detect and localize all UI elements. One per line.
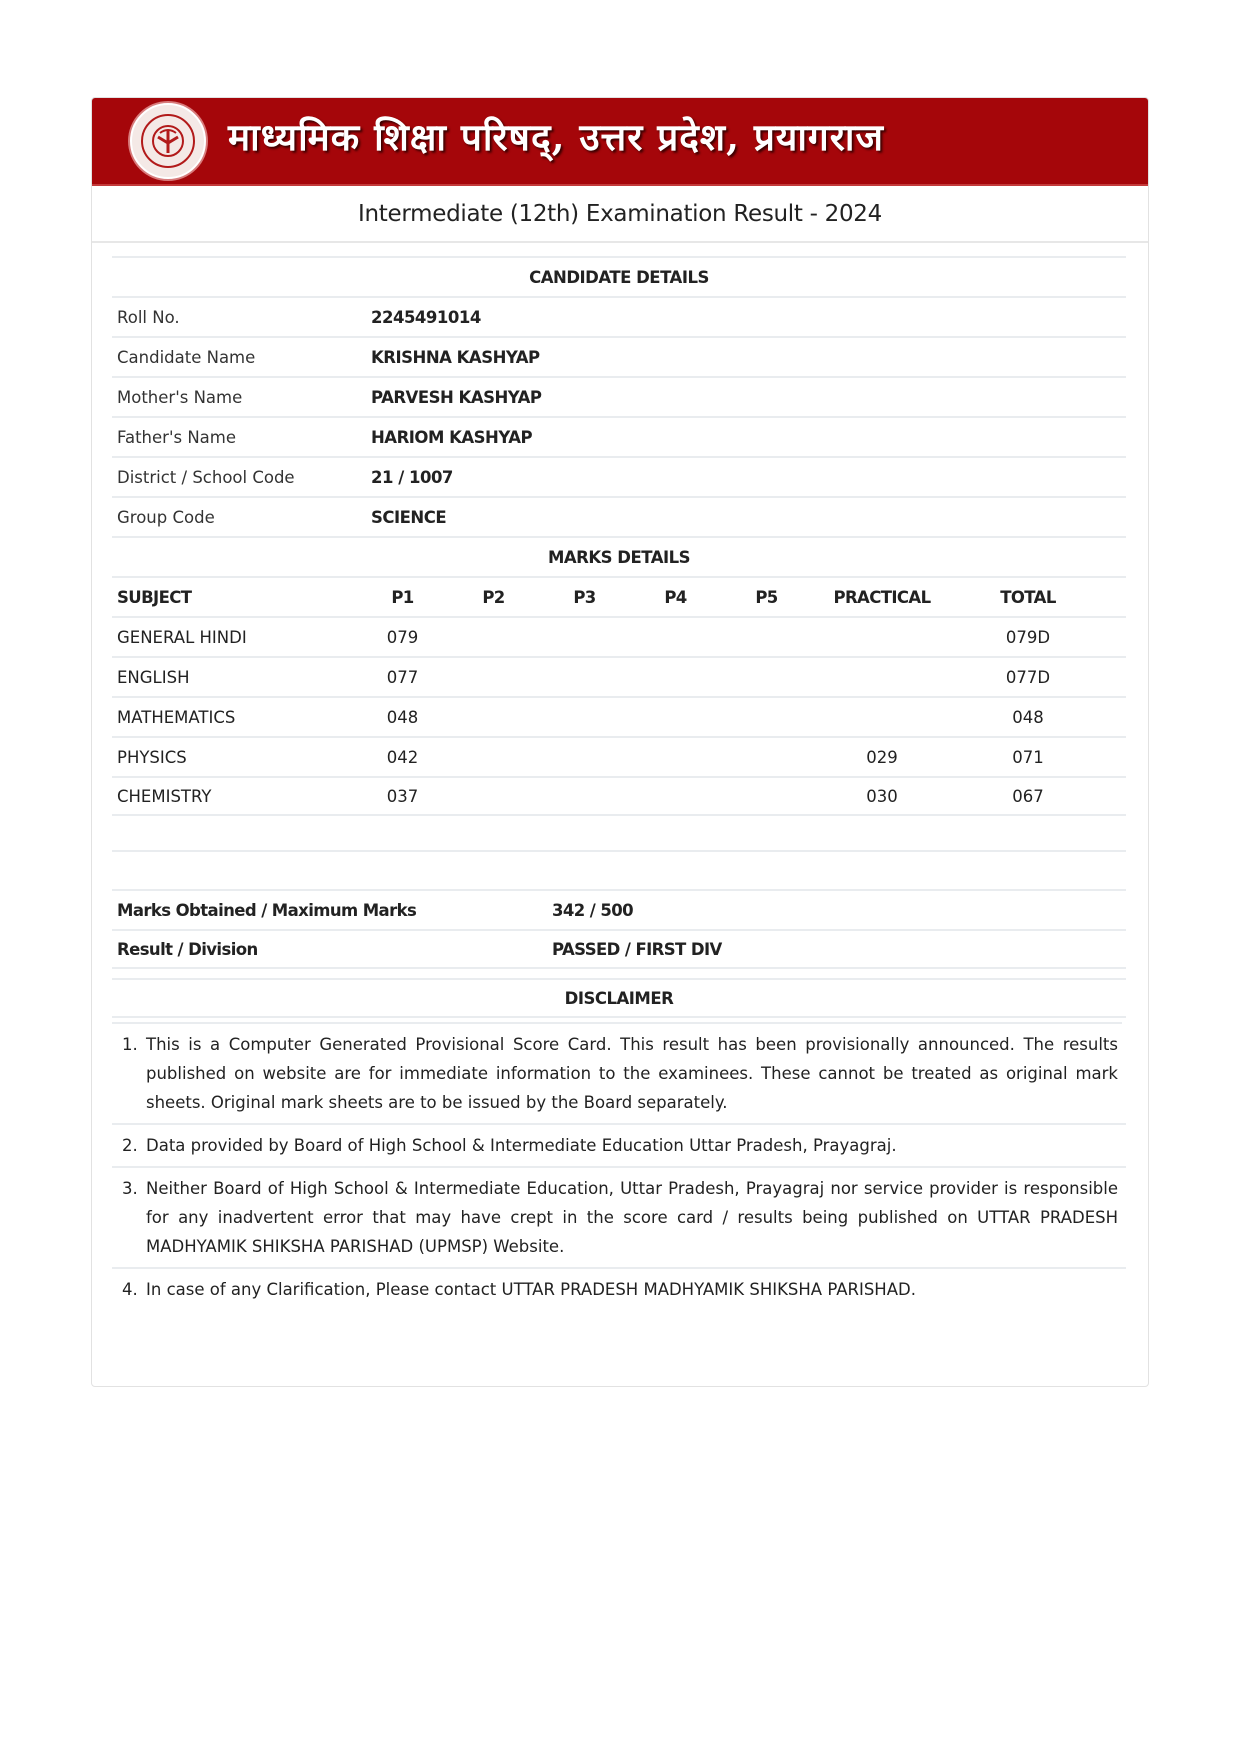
list-item xyxy=(112,1269,1126,1310)
p1-cell: 042 xyxy=(386,747,419,767)
row-value: 2245491014 xyxy=(371,307,481,327)
table-row xyxy=(112,736,1126,776)
row-value: 342 / 500 xyxy=(552,900,633,920)
subject-cell: GENERAL HINDI xyxy=(117,627,247,647)
row-value: 21 / 1007 xyxy=(371,467,453,487)
marks-obtained-row xyxy=(112,889,1126,929)
disclaimer-heading: DISCLAIMER xyxy=(112,978,1126,1018)
subject-cell: ENGLISH xyxy=(117,667,190,687)
item-text: Data provided by Board of High School & Intermediate Education Uttar Pradesh, Prayagraj. xyxy=(146,1136,897,1155)
col-subject: SUBJECT xyxy=(117,587,192,607)
item-text: In case of any Clarification, Please contact UTTAR PRADESH MADHYAMIK SHIKSHA PARISHAD. xyxy=(146,1280,916,1299)
total-cell: 048 xyxy=(1012,707,1044,727)
candidate-row-roll xyxy=(112,296,1126,336)
row-label: District / School Code xyxy=(117,467,295,487)
row-value: SCIENCE xyxy=(371,507,447,527)
header-banner xyxy=(92,98,1148,186)
candidate-row-name xyxy=(112,336,1126,376)
total-cell: 071 xyxy=(1012,747,1044,767)
col-practical: PRACTICAL xyxy=(833,587,931,607)
p1-cell: 037 xyxy=(386,786,419,806)
col-p2: P2 xyxy=(482,587,505,607)
total-cell: 077D xyxy=(1005,667,1051,687)
p1-cell: 048 xyxy=(386,707,419,727)
list-item xyxy=(112,1168,1126,1269)
result-summary xyxy=(112,889,1126,969)
row-label: Candidate Name xyxy=(117,347,256,367)
result-card xyxy=(91,97,1149,1387)
table-row xyxy=(112,656,1126,696)
practical-cell: 029 xyxy=(866,747,898,767)
candidate-row-mother xyxy=(112,376,1126,416)
practical-cell: 030 xyxy=(866,786,898,806)
disclaimer-list xyxy=(112,1024,1126,1310)
result-division-row xyxy=(112,929,1126,969)
list-item xyxy=(112,1024,1126,1125)
details-section xyxy=(112,256,1126,816)
row-label: Roll No. xyxy=(117,307,180,327)
marks-header-row xyxy=(112,576,1126,616)
item-text: Neither Board of High School & Intermediate Education, Uttar Pradesh, Prayagraj nor service provider is responsible for any inadvertent error that may have crept in the score card / results being published on UTTAR PRADESH MADHYAMIK SHIKSHA PARISHAD (UPMSP) Website. xyxy=(146,1179,1118,1256)
total-cell: 067 xyxy=(1012,786,1044,806)
item-number: 3. xyxy=(122,1179,138,1198)
item-text: This is a Computer Generated Provisional Score Card. This result has been provisionally announced. The results published on website are for immediate information to the examinees. These cannot be treated as original mark sheets. Original mark sheets are to be issued by the Board separately. xyxy=(146,1035,1118,1112)
table-row xyxy=(112,616,1126,656)
list-item xyxy=(112,1125,1126,1168)
col-p3: P3 xyxy=(573,587,596,607)
subject-cell: MATHEMATICS xyxy=(117,707,236,727)
p1-cell: 077 xyxy=(386,667,419,687)
subtitle-bar xyxy=(92,186,1148,243)
col-p5: P5 xyxy=(755,587,778,607)
subject-cell: PHYSICS xyxy=(117,747,187,767)
col-p4: P4 xyxy=(664,587,687,607)
total-cell: 079D xyxy=(1005,627,1051,647)
marks-details-heading: MARKS DETAILS xyxy=(112,536,1126,576)
item-number: 2. xyxy=(122,1136,138,1155)
candidate-row-district xyxy=(112,456,1126,496)
p1-cell: 079 xyxy=(386,627,419,647)
table-row xyxy=(112,776,1126,816)
section-divider xyxy=(112,850,1126,852)
result-subtitle: Intermediate (12th) Examination Result - 2024 xyxy=(358,200,882,227)
row-value: PARVESH KASHYAP xyxy=(371,387,542,407)
row-label: Group Code xyxy=(117,507,215,527)
disclaimer-section xyxy=(112,978,1126,1310)
board-title: माध्यमिक शिक्षा परिषद्, उत्तर प्रदेश, प्रयागराज xyxy=(228,115,884,159)
col-total: TOTAL xyxy=(1000,587,1056,607)
candidate-row-father xyxy=(112,416,1126,456)
col-p1: P1 xyxy=(391,587,414,607)
candidate-details-heading: CANDIDATE DETAILS xyxy=(112,256,1126,296)
row-value: PASSED / FIRST DIV xyxy=(552,939,722,959)
item-number: 4. xyxy=(122,1280,138,1299)
subject-cell: CHEMISTRY xyxy=(117,786,212,806)
row-label: Result / Division xyxy=(117,939,258,959)
row-value: KRISHNA KASHYAP xyxy=(371,347,540,367)
upmsp-emblem-icon xyxy=(130,103,206,179)
table-row xyxy=(112,696,1126,736)
candidate-row-group xyxy=(112,496,1126,536)
row-value: HARIOM KASHYAP xyxy=(371,427,533,447)
row-label: Father's Name xyxy=(117,427,237,447)
item-number: 1. xyxy=(122,1035,138,1054)
row-label: Marks Obtained / Maximum Marks xyxy=(117,900,417,920)
row-label: Mother's Name xyxy=(117,387,243,407)
